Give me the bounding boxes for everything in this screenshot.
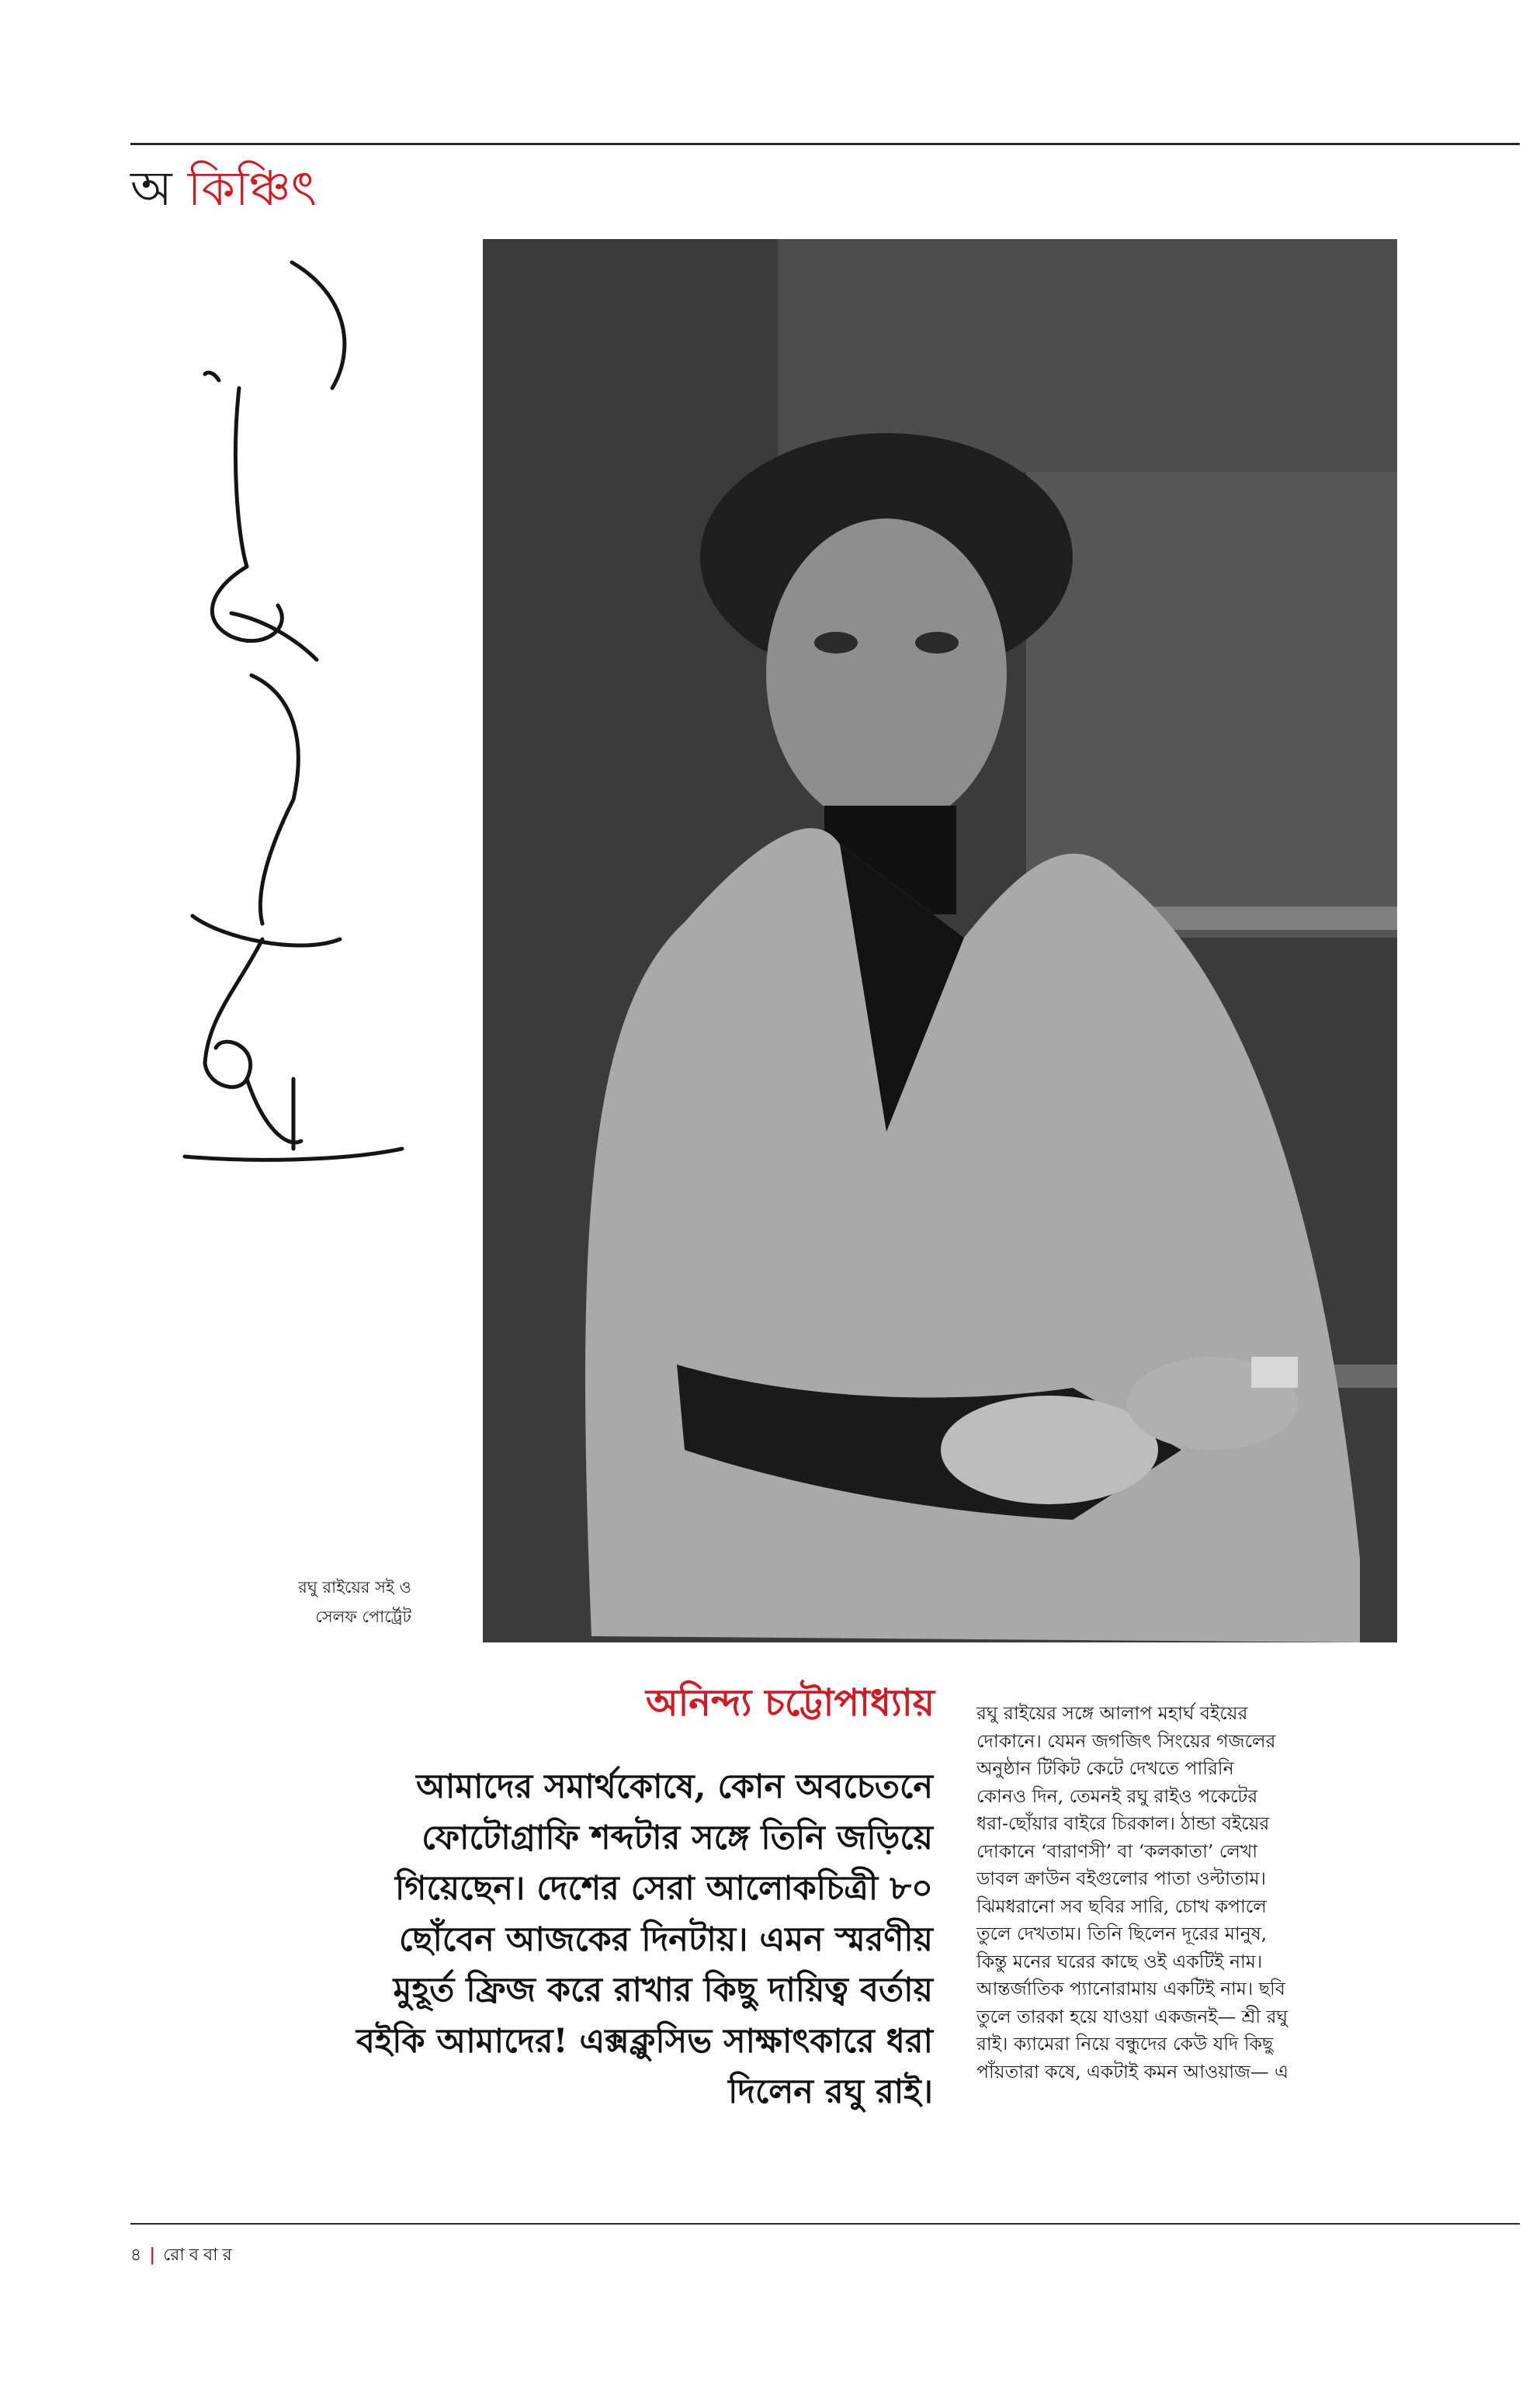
intro-line: আমাদের সমার্থকোষে, কোন অবচেতনে: [416, 1767, 933, 1806]
caption-line: সেলফ পোর্ট্রেট: [315, 1607, 411, 1626]
signature-image: [177, 256, 433, 1172]
body-line: ধরা-ছোঁয়ার বাইরে চিরকাল। ঠান্ডা বইয়ের: [976, 1812, 1270, 1834]
body-line: কিন্তু মনের ঘরের কাছে ওই একটিই নাম।: [976, 1950, 1263, 1972]
intro-line: ফোটোগ্রাফি শব্দটার সঙ্গে তিনি জড়িয়ে: [421, 1818, 933, 1857]
body-line: কোনও দিন, তেমনই রঘু রাইও পকেটের: [976, 1784, 1258, 1807]
intro-line: বইকি আমাদের! এক্সক্লুসিভ সাক্ষাৎকারে ধরা: [356, 2021, 933, 2061]
intro-line: দিলেন রঘু রাই।: [728, 2072, 933, 2111]
caption-line: রঘু রাইয়ের সই ও: [298, 1578, 411, 1597]
section-title: কিঞ্চিৎ: [187, 160, 317, 217]
body-line: ঝিমধরানো সব ছবির সারি, চোখ কপালে: [976, 1895, 1267, 1917]
body-line: তুলে তারকা হয়ে যাওয়া একজনই— শ্রী রঘু: [976, 2005, 1288, 2027]
photo-caption: [233, 1573, 411, 1632]
section-header: [130, 160, 317, 217]
author-byline: অনিন্দ্য চট্টোপাধ্যায়: [646, 1681, 935, 1725]
intro-paragraph: [182, 1762, 933, 2118]
section-lead: অ: [130, 160, 172, 217]
portrait-photo: [483, 239, 1397, 1642]
body-line: রাই। ক্যামেরা নিয়ে বন্ধুদের কেউ যদি কিছু: [976, 2033, 1274, 2055]
intro-line: গিয়েছেন। দেশের সেরা আলোকচিত্রী ৮০: [394, 1869, 933, 1908]
intro-line: মুহূর্ত ফ্রিজ করে রাখার কিছু দায়িত্ব বর্তায়: [393, 1971, 933, 2010]
body-line: ডাবল ক্রাউন বইগুলোর পাতা ওল্টাতাম।: [976, 1868, 1266, 1889]
magazine-name: রোববার: [163, 2246, 237, 2265]
body-line: অনুষ্ঠান টিকিট কেটে দেখতে পারিনি: [976, 1757, 1234, 1779]
body-line: দোকানে ‘বারাণসী’ বা ‘কলকাতা’ লেখা: [976, 1840, 1258, 1862]
top-rule: [130, 143, 1520, 145]
bottom-rule: [130, 2223, 1520, 2225]
body-column: [976, 1700, 1411, 2086]
body-line: আন্তর্জাতিক প্যানোরামায় একটিই নাম। ছবি: [976, 1978, 1285, 1999]
body-line: রঘু রাইয়ের সঙ্গে আলাপ মহার্ঘ বইয়ের: [976, 1702, 1248, 1724]
intro-line: ছোঁবেন আজকের দিনটায়। এমন স্মরণীয়: [398, 1920, 933, 1959]
body-line: পাঁয়তারা কষে, একটাই কমন আওয়াজ— এ: [976, 2060, 1289, 2083]
page-number: ৪: [130, 2246, 142, 2265]
page-footer: [130, 2242, 237, 2270]
body-line: তুলে দেখতাম। তিনি ছিলেন দূরের মানুষ,: [976, 1923, 1268, 1944]
body-line: দোকানে। যেমন জগজিৎ সিংয়ের গজলের: [976, 1729, 1276, 1752]
footer-separator: |: [149, 2245, 156, 2265]
